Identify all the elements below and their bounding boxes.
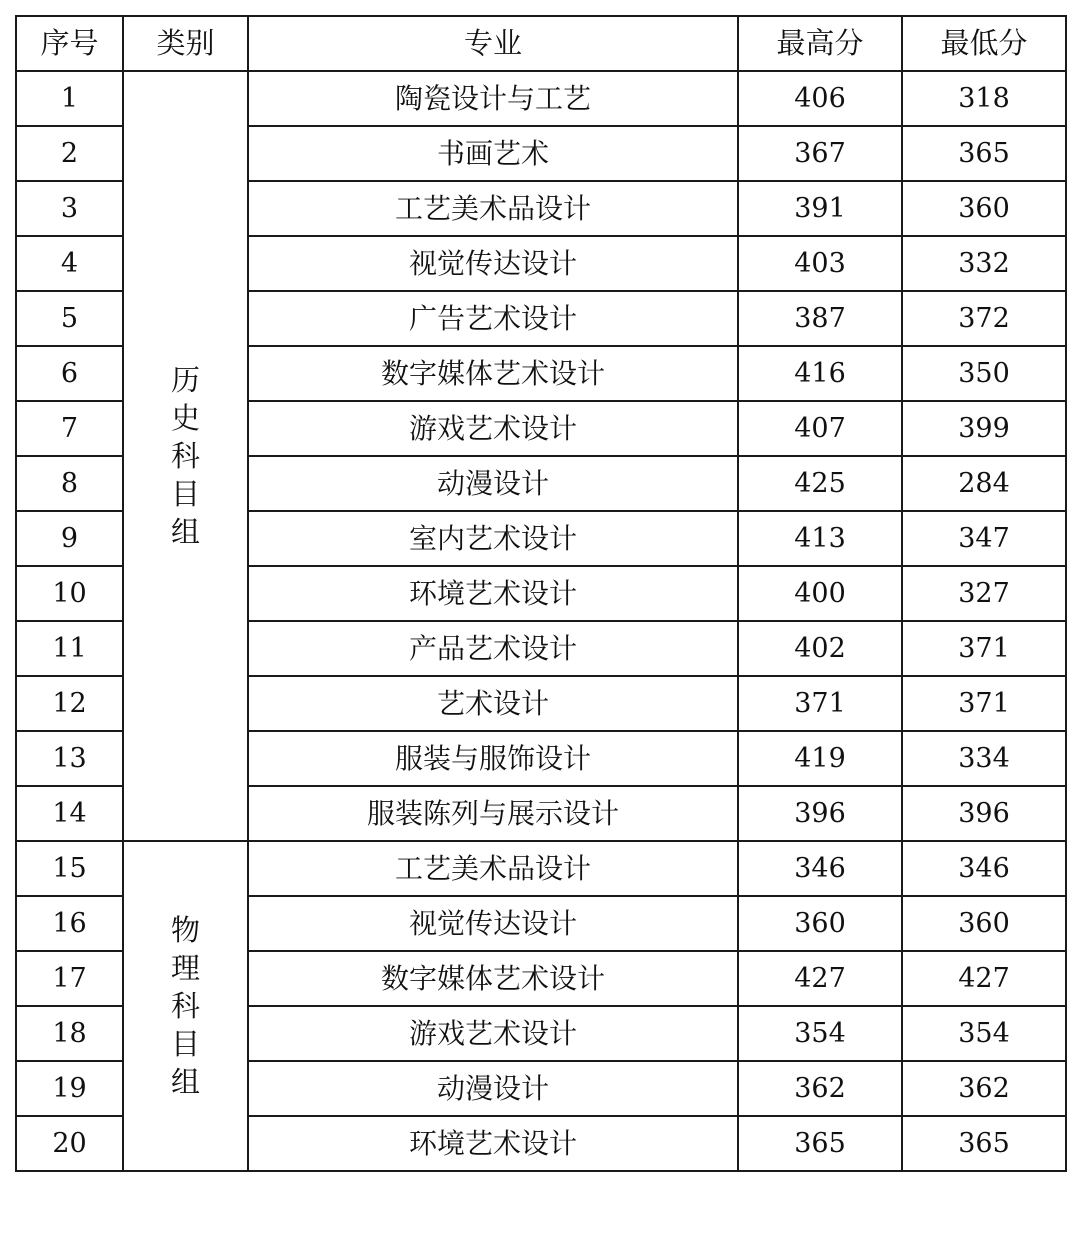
- header-major: 专业: [248, 16, 738, 71]
- header-seq: 序号: [16, 16, 123, 71]
- cell-min-score: 360: [902, 181, 1066, 236]
- table-body: [16, 71, 1066, 1171]
- cell-seq: 14: [16, 786, 123, 841]
- cell-min-score: 396: [902, 786, 1066, 841]
- cell-min-score: 372: [902, 291, 1066, 346]
- cell-major: 动漫设计: [248, 1061, 738, 1116]
- cell-major: 环境艺术设计: [248, 566, 738, 621]
- cell-seq: 4: [16, 236, 123, 291]
- category-label: 历史科目组: [170, 363, 200, 549]
- table-row: [16, 71, 1066, 126]
- header-category: 类别: [123, 16, 248, 71]
- cell-min-score: 284: [902, 456, 1066, 511]
- cell-major: 产品艺术设计: [248, 621, 738, 676]
- cell-min-score: 360: [902, 896, 1066, 951]
- cell-max-score: 400: [738, 566, 902, 621]
- cell-seq: 9: [16, 511, 123, 566]
- cell-major: 室内艺术设计: [248, 511, 738, 566]
- cell-seq: 19: [16, 1061, 123, 1116]
- cell-major: 服装与服饰设计: [248, 731, 738, 786]
- cell-major: 书画艺术: [248, 126, 738, 181]
- cell-seq: 12: [16, 676, 123, 731]
- cell-max-score: 367: [738, 126, 902, 181]
- cell-min-score: 350: [902, 346, 1066, 401]
- cell-max-score: 346: [738, 841, 902, 896]
- cell-major: 工艺美术品设计: [248, 841, 738, 896]
- cell-major: 数字媒体艺术设计: [248, 951, 738, 1006]
- cell-seq: 8: [16, 456, 123, 511]
- header-max-score: 最高分: [738, 16, 902, 71]
- cell-max-score: 427: [738, 951, 902, 1006]
- cell-max-score: 419: [738, 731, 902, 786]
- cell-major: 动漫设计: [248, 456, 738, 511]
- cell-seq: 6: [16, 346, 123, 401]
- cell-min-score: 365: [902, 1116, 1066, 1171]
- cell-min-score: 347: [902, 511, 1066, 566]
- category-label: 物理科目组: [170, 913, 200, 1099]
- cell-major: 广告艺术设计: [248, 291, 738, 346]
- cell-max-score: 387: [738, 291, 902, 346]
- cell-max-score: 365: [738, 1116, 902, 1171]
- cell-major: 环境艺术设计: [248, 1116, 738, 1171]
- cell-seq: 10: [16, 566, 123, 621]
- cell-category: [123, 71, 248, 841]
- cell-major: 游戏艺术设计: [248, 1006, 738, 1061]
- cell-max-score: 354: [738, 1006, 902, 1061]
- cell-max-score: 406: [738, 71, 902, 126]
- cell-major: 视觉传达设计: [248, 236, 738, 291]
- cell-seq: 16: [16, 896, 123, 951]
- cell-max-score: 407: [738, 401, 902, 456]
- cell-min-score: 365: [902, 126, 1066, 181]
- cell-category: [123, 841, 248, 1171]
- cell-max-score: 402: [738, 621, 902, 676]
- cell-max-score: 396: [738, 786, 902, 841]
- table-row: [16, 841, 1066, 896]
- cell-min-score: 318: [902, 71, 1066, 126]
- cell-max-score: 403: [738, 236, 902, 291]
- cell-seq: 20: [16, 1116, 123, 1171]
- cell-seq: 5: [16, 291, 123, 346]
- cell-seq: 18: [16, 1006, 123, 1061]
- cell-seq: 2: [16, 126, 123, 181]
- header-min-score: 最低分: [902, 16, 1066, 71]
- cell-max-score: 391: [738, 181, 902, 236]
- cell-max-score: 371: [738, 676, 902, 731]
- cell-min-score: 371: [902, 621, 1066, 676]
- cell-major: 服装陈列与展示设计: [248, 786, 738, 841]
- cell-seq: 3: [16, 181, 123, 236]
- cell-seq: 17: [16, 951, 123, 1006]
- cell-min-score: 362: [902, 1061, 1066, 1116]
- cell-major: 游戏艺术设计: [248, 401, 738, 456]
- cell-major: 视觉传达设计: [248, 896, 738, 951]
- cell-min-score: 354: [902, 1006, 1066, 1061]
- cell-seq: 15: [16, 841, 123, 896]
- cell-seq: 7: [16, 401, 123, 456]
- cell-min-score: 327: [902, 566, 1066, 621]
- cell-max-score: 362: [738, 1061, 902, 1116]
- cell-major: 艺术设计: [248, 676, 738, 731]
- cell-seq: 13: [16, 731, 123, 786]
- cell-min-score: 346: [902, 841, 1066, 896]
- cell-max-score: 425: [738, 456, 902, 511]
- cell-seq: 11: [16, 621, 123, 676]
- cell-major: 陶瓷设计与工艺: [248, 71, 738, 126]
- score-table: [15, 15, 1067, 1172]
- cell-major: 工艺美术品设计: [248, 181, 738, 236]
- cell-min-score: 334: [902, 731, 1066, 786]
- cell-seq: 1: [16, 71, 123, 126]
- cell-max-score: 416: [738, 346, 902, 401]
- cell-min-score: 371: [902, 676, 1066, 731]
- cell-min-score: 427: [902, 951, 1066, 1006]
- cell-min-score: 399: [902, 401, 1066, 456]
- cell-min-score: 332: [902, 236, 1066, 291]
- header-row: [16, 16, 1066, 71]
- cell-major: 数字媒体艺术设计: [248, 346, 738, 401]
- cell-max-score: 360: [738, 896, 902, 951]
- cell-max-score: 413: [738, 511, 902, 566]
